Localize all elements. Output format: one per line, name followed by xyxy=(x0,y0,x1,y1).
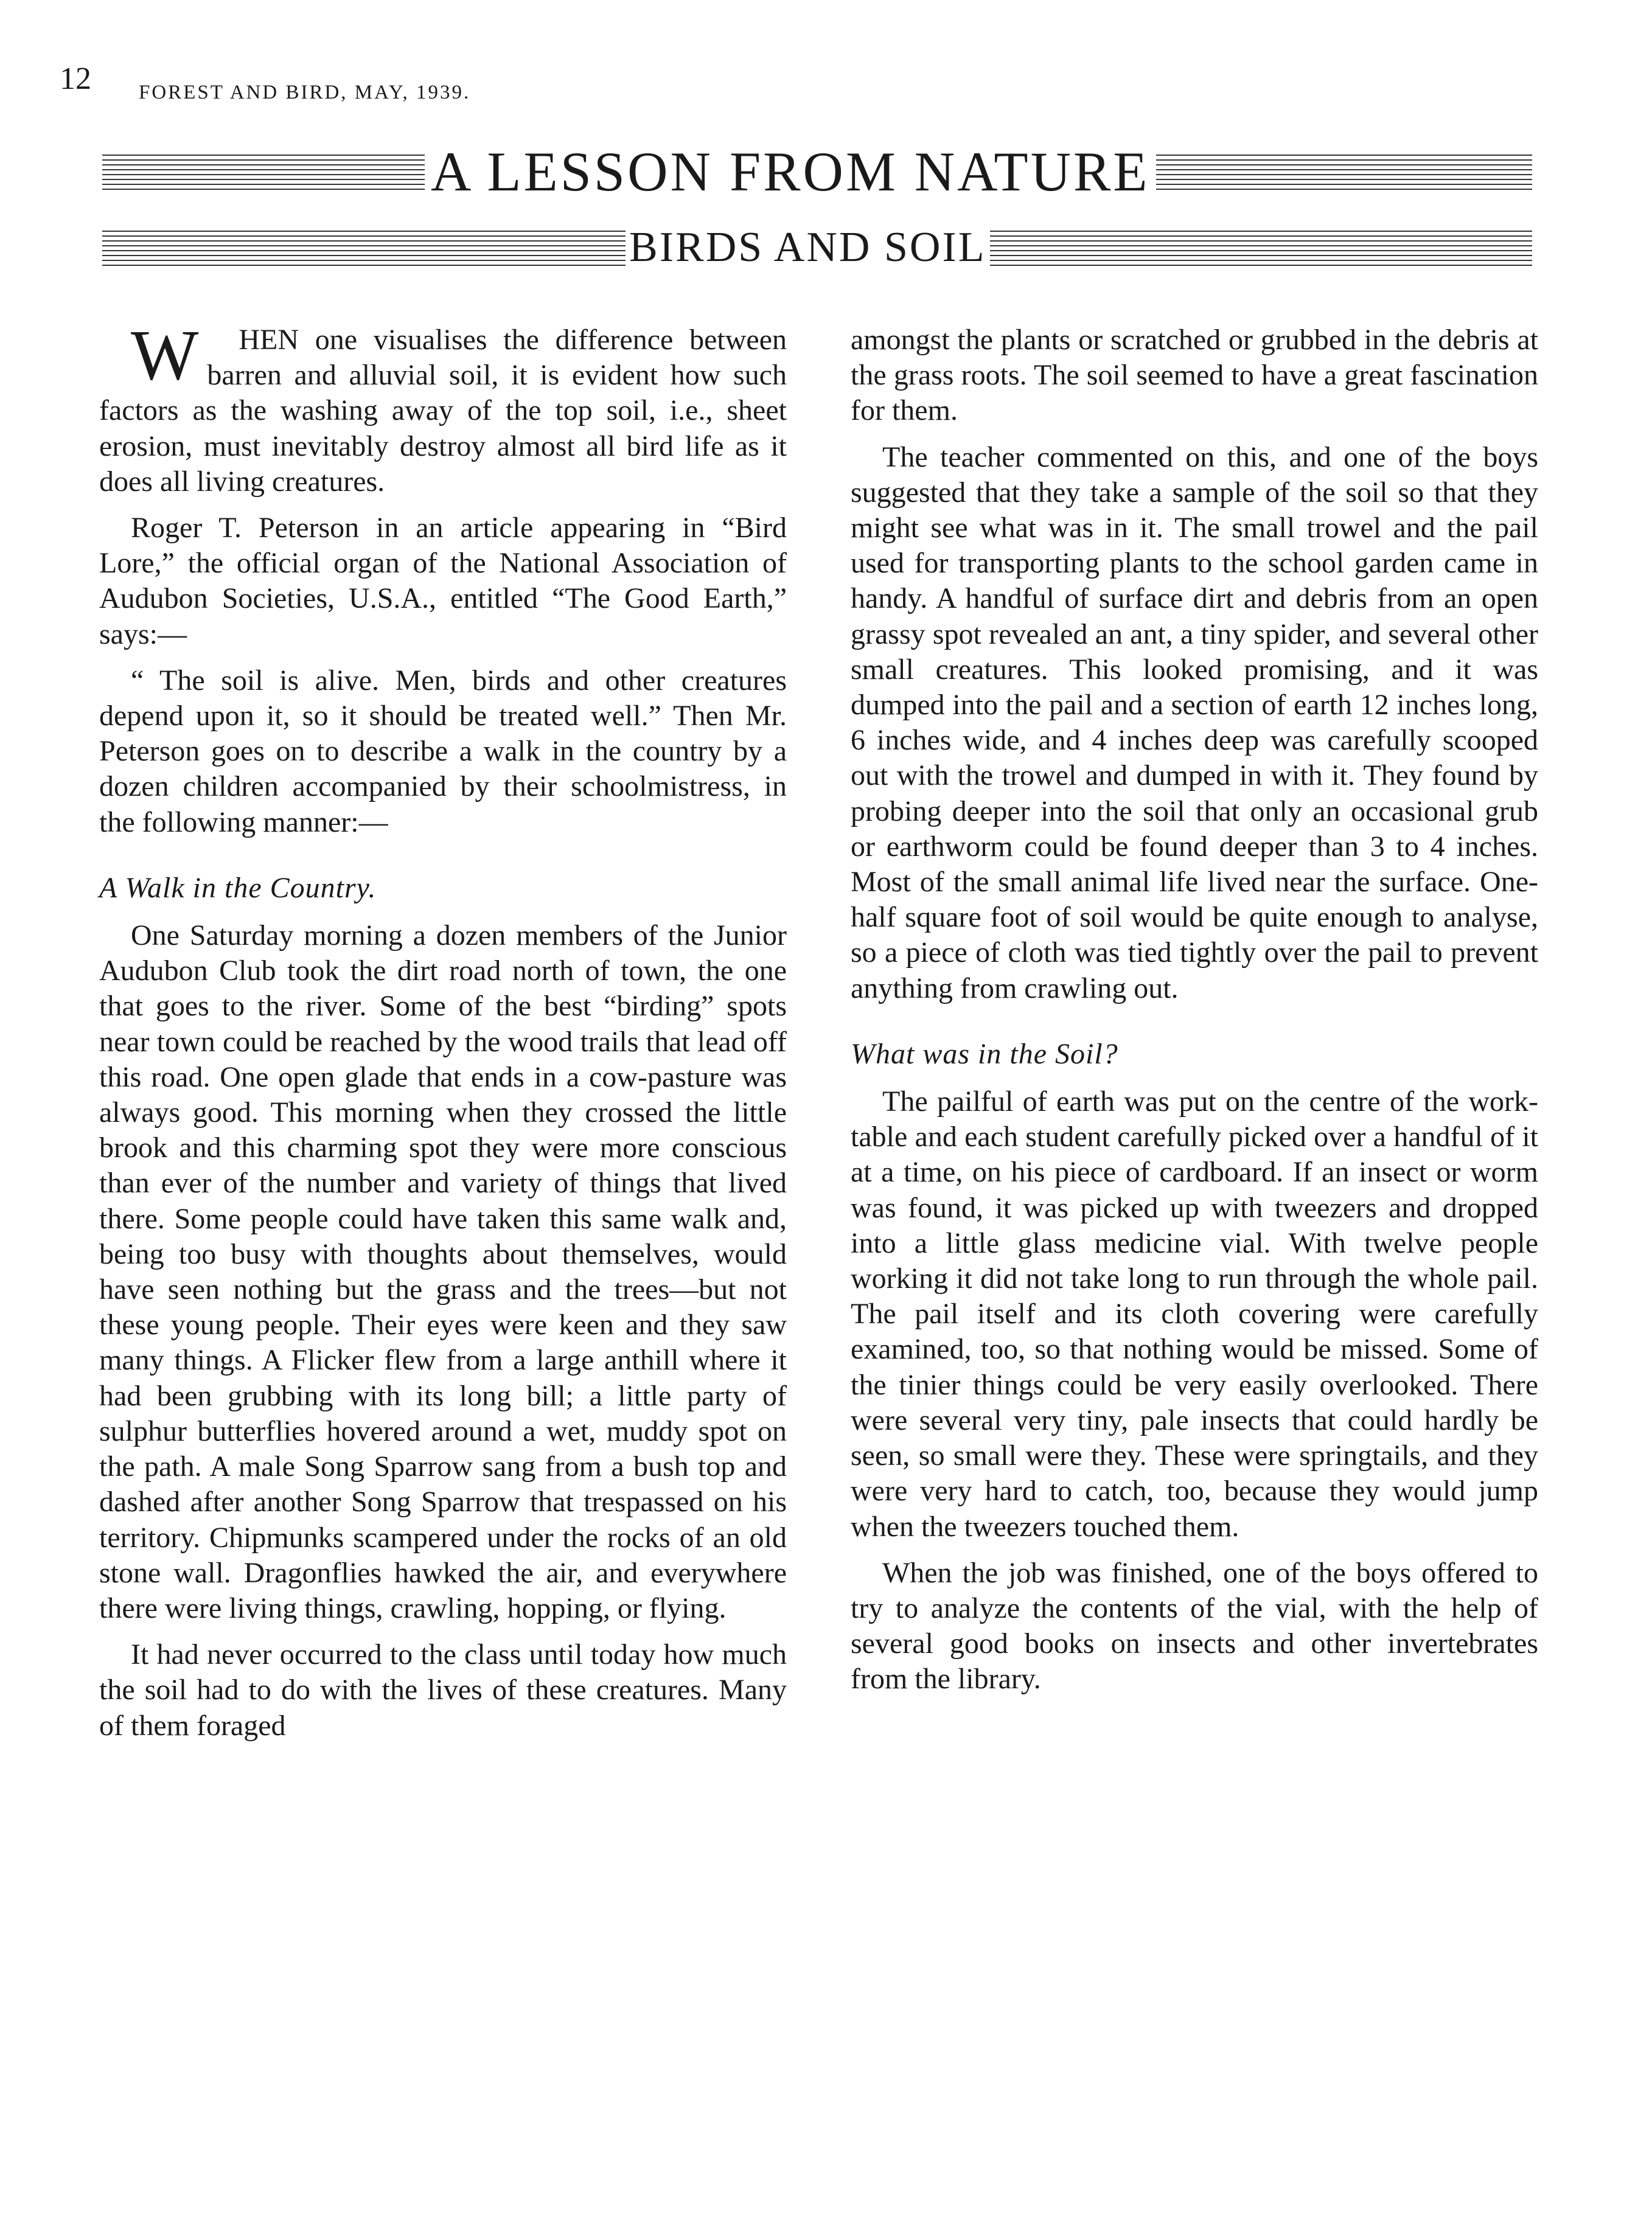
right-column xyxy=(851,322,1538,1708)
opening-paragraph xyxy=(99,315,787,499)
body-paragraph: When the job was finished, one of the boys offered to try to analyze the contents of the vial, with the help of several good books on insects and other invertebrates from the library. xyxy=(851,1556,1538,1696)
body-paragraph: It had never occurred to the class until today how much the soil had to do with the lives of these creatures. Many of them foraged xyxy=(99,1638,787,1742)
subtitle-banner xyxy=(102,226,1532,269)
decorative-rules-left xyxy=(102,151,425,192)
body-paragraph: The pailful of earth was put on the centre of the work-table and each student carefully picked over a handful of it at a time, on his piece of cardboard. If an insect or worm was found, it was picked up with tweezers and dropped into a little glass medicine vial. With twelve people working it did not take long to run through the whole pail. The pail itself and its cloth covering were carefully examined, too, so that nothing would be missed. Some of the tinier things could be very easily overlooked. There were several very tiny, pale insects that could hardly be seen, so small were they. These were springtails, and they were very hard to catch, too, because they would jump when the tweezers touched them. xyxy=(851,1085,1538,1543)
drop-cap: W xyxy=(131,315,199,395)
section-heading: What was in the Soil? xyxy=(851,1037,1118,1070)
decorative-rules-right xyxy=(1156,151,1532,192)
decorative-rules-left xyxy=(102,228,626,268)
body-paragraph: amongst the plants or scratched or grubbed in the debris at the grass roots. The soil seemed to have a great fascination for them. xyxy=(851,324,1538,427)
body-paragraph: Roger T. Peterson in an article appearing in “Bird Lore,” the official organ of the National Association of Audubon Societies, U.S.A., entitled “The Good Earth,” says:— xyxy=(99,512,787,650)
section-heading: A Walk in the Country. xyxy=(99,871,377,904)
article-subtitle: BIRDS AND SOIL xyxy=(629,224,986,271)
quote-paragraph: “ The soil is alive. Men, birds and other creatures depend upon it, so it should be treated well.” Then Mr. Peterson goes on to describe a walk in the country by a dozen children accompanied by their schoolmistress, in the following manner:— xyxy=(99,664,787,838)
page-number: 12 xyxy=(60,61,91,96)
article-title: A LESSON FROM NATURE xyxy=(431,141,1150,203)
running-head: FOREST AND BIRD, MAY, 1939. xyxy=(139,82,471,103)
body-paragraph: The teacher commented on this, and one of the boys suggested that they take a sample of the soil so that they might see what was in it. The small trowel and the pail used for transporting plants to the school garden came in handy. A handful of surface dirt and debris from an open grassy spot revealed an ant, a tiny spider, and several other small creatures. This looked promising, and it was dumped into the pail and a section of earth 12 inches long, 6 inches wide, and 4 inches deep was carefully scooped out with the trowel and dumped in with it. They found by probing deeper into the soil that only an occasional grub or earthworm could be found deeper than 3 to 4 inches. Most of the small animal life lived near the surface. One-half square foot of soil would be quite enough to analyse, so a piece of cloth was tied tightly over the pail to prevent anything from crawling out. xyxy=(851,440,1538,1004)
opening-paragraph-text: HEN one visualises the difference between barren and alluvial soil, it is evident how such factors as the washing away of the top soil, i.e., sheet erosion, must inevitably destroy almost all bird life as it does all living creatures. xyxy=(99,324,787,498)
title-banner xyxy=(102,141,1532,203)
left-column xyxy=(99,315,787,1755)
decorative-rules-right xyxy=(990,228,1532,268)
body-paragraph: One Saturday morning a dozen members of the Junior Audubon Club took the dirt road north of town, the one that goes to the river. Some of the best “birding” spots near town could be reached by the wood trails that lead off this road. One open glade that ends in a cow-pasture was always good. This morning when they crossed the little brook and this charming spot they were more conscious than ever of the number and variety of things that lived there. Some people could have taken this same walk and, being too busy with thoughts about themselves, would have seen nothing but the grass and the trees—but not these young people. Their eyes were keen and they saw many things. A Flicker flew from a large anthill where it had been grubbing with its long bill; a little party of sulphur butterflies hovered around a wet, muddy spot on the path. A male Song Sparrow sang from a bush top and dashed after another Song Sparrow that trespassed on his territory. Chipmunks scampered under the rocks of an old stone wall. Dragonflies hawked the air, and everywhere there were living things, crawling, hopping, or flying. xyxy=(99,919,787,1624)
